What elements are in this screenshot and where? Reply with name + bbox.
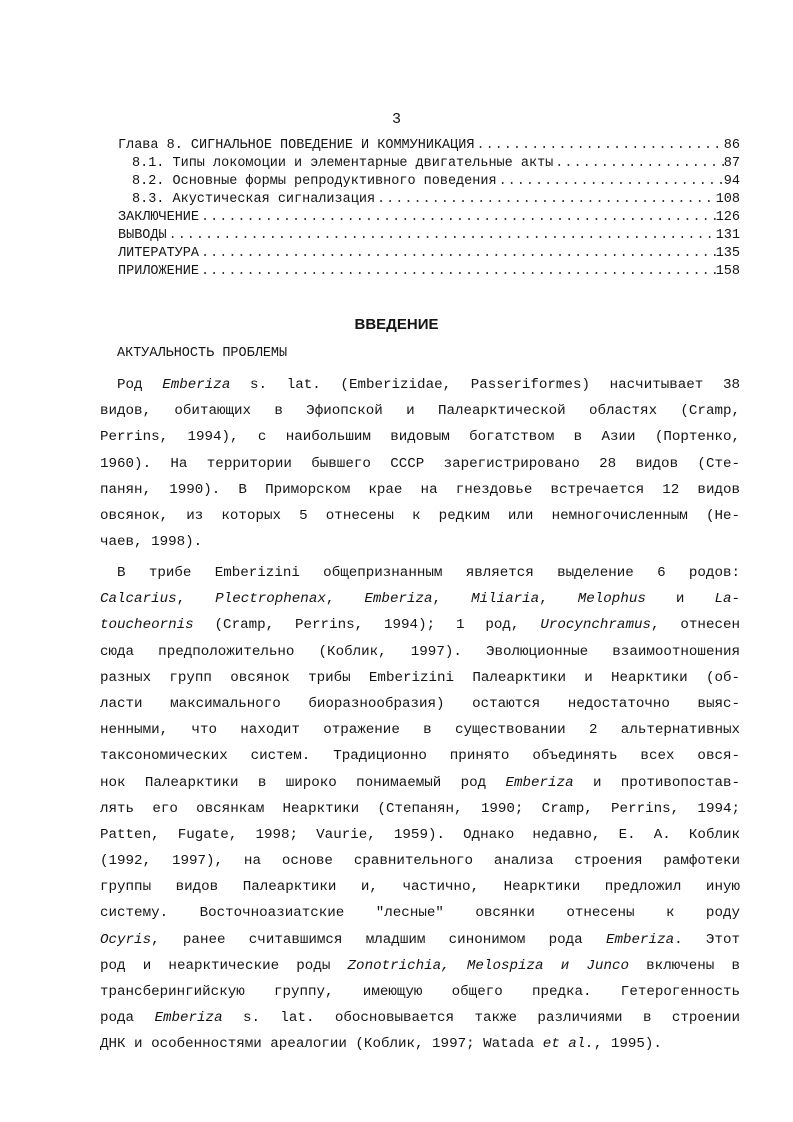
toc-entry-title: 8.1. Типы локомоции и элементарные двигательные акты bbox=[132, 156, 554, 171]
toc-entry-page: 86 bbox=[723, 138, 740, 153]
text-line: 1960). На территории бывшего СССР зарегистрировано 28 видов (Сте- bbox=[100, 455, 740, 472]
toc-leader-dots bbox=[375, 192, 716, 207]
text-line: систему. Восточноазиатские "лесные" овсянки отнесены к роду bbox=[100, 905, 740, 922]
text-line: группы видов Палеарктики и, частично, Неарктики предложил иную bbox=[100, 879, 740, 896]
toc-leader-dots bbox=[553, 156, 724, 171]
italic-term: Urocynchramus bbox=[540, 617, 651, 634]
text-line: Ocyris, ранее считавшимся младшим синонимом рода Emberiza. Этот bbox=[100, 931, 740, 948]
italic-term: Emberiza bbox=[605, 931, 675, 948]
text-line: toucheornis (Cramp, Perrins, 1994); 1 род, Urocynchramus, отнесен bbox=[100, 617, 740, 634]
toc-entry-title: ЗАКЛЮЧЕНИЕ bbox=[118, 210, 200, 225]
page-number: 3 bbox=[391, 111, 401, 128]
toc-leader-dots bbox=[474, 138, 723, 153]
text-line: таксономических систем. Традиционно принято объединять всех овся- bbox=[100, 748, 740, 765]
toc-entry-title: ЛИТЕРАТУРА bbox=[118, 246, 200, 261]
toc-entry-title: ВЫВОДЫ bbox=[118, 228, 167, 243]
text-line: чаев, 1998). bbox=[100, 534, 203, 551]
italic-term: Emberiza bbox=[505, 774, 574, 791]
italic-term: La- bbox=[714, 591, 740, 608]
table-of-contents bbox=[118, 138, 740, 282]
text-line: Perrins, 1994), с наибольшим видовым богатством в Азии (Портенко, bbox=[100, 429, 740, 446]
toc-entry bbox=[118, 264, 740, 282]
italic-term: Miliaria bbox=[471, 591, 540, 608]
paragraph-2 bbox=[100, 560, 740, 1058]
toc-entry-page: 131 bbox=[715, 228, 740, 243]
text-line: Род Emberiza s. lat. (Emberizidae, Passeriformes) насчитывает 38 bbox=[117, 377, 740, 393]
italic-term: Zonotrichia, Melospiza и Junco bbox=[347, 957, 629, 974]
text-line: (1992, 1997), на основе сравнительного анализа строения рамфотеки bbox=[100, 853, 740, 870]
toc-entry-page: 135 bbox=[715, 246, 740, 261]
text-line: ненными, что находит отражение в существовании 2 альтернативных bbox=[100, 722, 740, 739]
text-line: ДНК и особенностями ареалогии (Коблик, 1997; Watada et al., 1995). bbox=[100, 1036, 662, 1053]
toc-entry-title: 8.2. Основные формы репродуктивного поведения bbox=[132, 174, 497, 189]
toc-entry-title: ПРИЛОЖЕНИЕ bbox=[118, 264, 200, 279]
toc-entry-page: 87 bbox=[723, 156, 740, 171]
toc-entry-title: Глава 8. СИГНАЛЬНОЕ ПОВЕДЕНИЕ И КОММУНИКАЦИЯ bbox=[118, 138, 475, 153]
text-line: ласти максимального биоразнообразия) остаются недостаточно выяс- bbox=[100, 695, 740, 712]
text-line: рода Emberiza s. lat. обосновывается также различиями в строении bbox=[100, 1010, 740, 1027]
text-line: лять его овсянкам Неарктики (Степанян, 1990; Cramp, Perrins, 1994; bbox=[100, 800, 740, 817]
text-line: разных групп овсянок трибы Emberizini Палеарктики и Неарктики (об- bbox=[100, 669, 740, 686]
italic-term: Emberiza bbox=[154, 1010, 223, 1027]
text-line: род и неарктические роды Zonotrichia, Melospiza и Junco включены в bbox=[100, 957, 740, 974]
toc-entry bbox=[118, 156, 740, 174]
italic-term: Ocyris bbox=[100, 931, 152, 948]
toc-leader-dots bbox=[167, 228, 716, 243]
toc-entry-page: 94 bbox=[723, 174, 740, 189]
toc-entry bbox=[118, 174, 740, 192]
text-line: В трибе Emberizini общепризнанным является выделение 6 родов: bbox=[117, 565, 740, 581]
italic-term: Calcarius bbox=[100, 591, 177, 608]
paragraph-1 bbox=[100, 372, 740, 555]
toc-entry-page: 108 bbox=[715, 192, 740, 207]
text-line: сюда предположительно (Коблик, 1997). Эволюционные взаимоотношения bbox=[100, 643, 740, 660]
subsection-title: АКТУАЛЬНОСТЬ ПРОБЛЕМЫ bbox=[117, 346, 288, 361]
italic-term: Emberiza bbox=[364, 591, 433, 608]
toc-entry bbox=[118, 210, 740, 228]
toc-leader-dots bbox=[199, 264, 716, 279]
text-line: трансберингийскую группу, имеющую общего предка. Гетерогенность bbox=[100, 984, 740, 1000]
toc-leader-dots bbox=[199, 210, 716, 225]
italic-term: Emberiza bbox=[162, 377, 231, 393]
text-line: панян, 1990). В Приморском крае на гнездовье встречается 12 видов bbox=[100, 481, 740, 498]
italic-term: Melophus bbox=[577, 591, 646, 608]
text-line: овсянок, из которых 5 отнесены к редким или немногочисленным (Не- bbox=[100, 507, 740, 524]
toc-entry-page: 158 bbox=[715, 264, 740, 279]
toc-leader-dots bbox=[497, 174, 724, 189]
toc-entry bbox=[118, 138, 740, 156]
toc-leader-dots bbox=[199, 246, 716, 261]
italic-term: et al. bbox=[542, 1036, 594, 1053]
italic-term: toucheornis bbox=[100, 617, 194, 634]
text-line: нок Палеарктики в широко понимаемый род Emberiza и противопостав- bbox=[100, 774, 740, 791]
text-line: видов, обитающих в Эфиопской и Палеарктической областях (Cramp, bbox=[100, 403, 740, 420]
italic-term: Plectrophenax bbox=[215, 591, 326, 608]
toc-entry bbox=[118, 228, 740, 246]
section-heading: ВВЕДЕНИЕ bbox=[354, 316, 439, 333]
text-line: Patten, Fugate, 1998; Vaurie, 1959). Однако недавно, Е. А. Коблик bbox=[100, 826, 740, 843]
toc-entry bbox=[118, 246, 740, 264]
toc-entry bbox=[118, 192, 740, 210]
text-line: Calcarius, Plectrophenax, Emberiza, Miliaria, Melophus и La- bbox=[100, 591, 740, 608]
toc-entry-page: 126 bbox=[715, 210, 740, 225]
toc-entry-title: 8.3. Акустическая сигнализация bbox=[132, 192, 376, 207]
